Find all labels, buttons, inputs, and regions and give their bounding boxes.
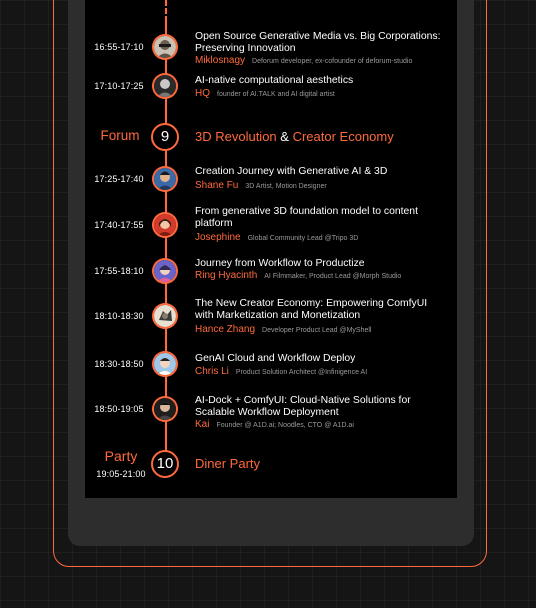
session-time: 18:10-18:30: [94, 311, 144, 321]
avatar-icon: [154, 214, 176, 236]
speaker-name: Ring Hyacinth: [195, 270, 258, 281]
session-title: AI-Dock + ComfyUI: Cloud-Native Solutions for Scalable Workflow Deployment: [195, 395, 411, 418]
session-time: 17:40-17:55: [94, 220, 144, 230]
party-label: Party: [104, 448, 138, 464]
party-title: Diner Party: [195, 456, 261, 471]
session-speaker: [195, 180, 327, 191]
forum-label: Forum: [100, 128, 140, 143]
session-speaker: [195, 270, 401, 281]
session-speaker: [195, 232, 358, 243]
session-speaker: [195, 88, 335, 99]
speaker-name: Miklosnagy: [195, 55, 246, 66]
party-number-badge: 10: [151, 450, 179, 478]
speaker-role: Product Solution Architect @Infinigence AI: [235, 369, 368, 376]
avatar-icon: [154, 353, 176, 375]
session-time: 18:50-19:05: [94, 404, 144, 414]
speaker-role: Founder @ A1D.ai; Noodles, CTO @ A1D.ai: [216, 422, 354, 429]
forum-title-part1: 3D Revolution: [195, 129, 277, 144]
speaker-role: AI Filmmaker, Product Lead @Morph Studio: [264, 273, 402, 280]
avatar-icon: [154, 36, 176, 58]
session-title: Journey from Workflow to Productize: [195, 258, 365, 269]
session-time: 16:55-17:10: [94, 42, 144, 52]
session-time: 17:55-18:10: [94, 266, 144, 276]
session-speaker: [195, 324, 372, 335]
speaker-name: Kai: [195, 419, 210, 430]
speaker-role: founder of AI.TALK and AI digital artist: [217, 91, 335, 98]
speaker-role: Deforum developer, ex-cofounder of deforum-studio: [252, 58, 413, 65]
session-title: From generative 3D foundation model to content platform: [195, 206, 418, 229]
forum-title-part2: Creator Economy: [292, 129, 394, 144]
avatar-icon: [154, 168, 176, 190]
avatar-icon: [154, 75, 176, 97]
session-speaker: [195, 419, 354, 430]
speaker-role: 3D Artist, Motion Designer: [245, 183, 327, 190]
speaker-name: HQ: [195, 88, 210, 99]
speaker-name: Josephine: [195, 232, 241, 243]
session-time: 17:25-17:40: [94, 174, 144, 184]
forum-title: [195, 129, 394, 144]
forum-number-badge: 9: [151, 123, 179, 151]
avatar-icon: [154, 398, 176, 420]
session-title: Open Source Generative Media vs. Big Corporations: Preserving Innovation: [195, 31, 441, 54]
session-time: 18:30-18:50: [94, 359, 144, 369]
speaker-role: Developer Product Lead @MyShell: [262, 327, 372, 334]
speaker-name: Shane Fu: [195, 180, 239, 191]
session-title: GenAI Cloud and Workflow Deploy: [195, 353, 356, 364]
schedule-screen[interactable]: [85, 0, 457, 498]
speaker-name: Hance Zhang: [195, 324, 256, 335]
session-time: 17:10-17:25: [94, 81, 144, 91]
session-title: AI-native computational aesthetics: [195, 75, 354, 86]
session-speaker: [195, 55, 412, 66]
avatar-icon: [154, 305, 176, 327]
speaker-name: Chris Li: [195, 366, 229, 377]
timeline-dashed-line: [165, 0, 167, 22]
session-title: Creation Journey with Generative AI & 3D: [195, 166, 388, 177]
session-speaker: [195, 366, 367, 377]
session-title: The New Creator Economy: Empowering ComfyUI with Marketization and Monetization: [195, 298, 428, 321]
party-time: 19:05-21:00: [96, 469, 146, 479]
speaker-role: Global Community Lead @Tripo 3D: [247, 235, 359, 242]
avatar-icon: [154, 260, 176, 282]
forum-title-joiner: &: [280, 129, 289, 144]
